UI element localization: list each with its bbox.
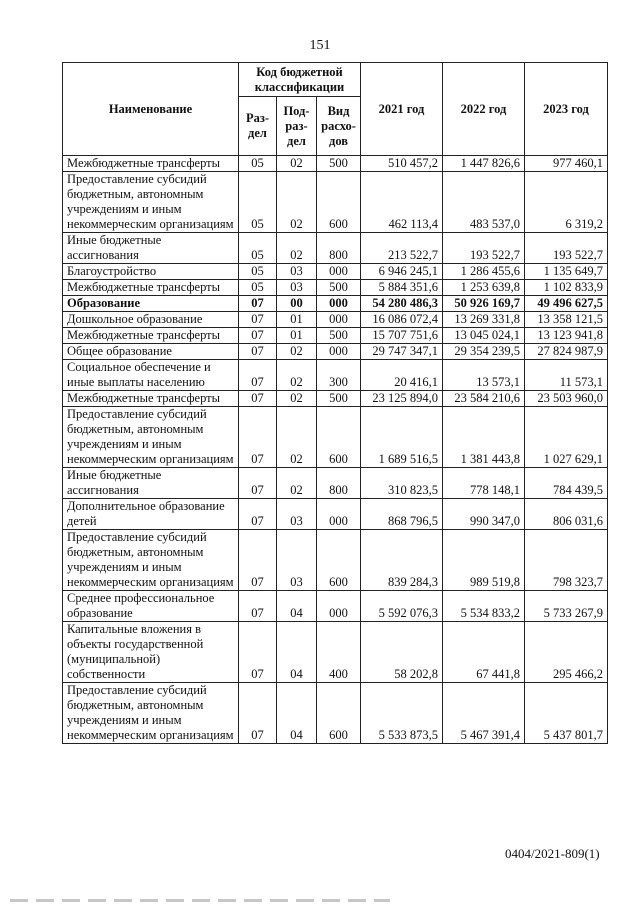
row-value-2021: 5 884 351,6 [361, 280, 443, 296]
row-expense-type: 000 [317, 344, 361, 360]
row-value-2022: 990 347,0 [443, 499, 525, 530]
row-value-2021: 868 796,5 [361, 499, 443, 530]
row-subsection: 02 [277, 233, 317, 264]
row-expense-type: 000 [317, 296, 361, 312]
row-section: 07 [239, 407, 277, 468]
row-value-2021: 510 457,2 [361, 156, 443, 172]
row-value-2023: 193 522,7 [525, 233, 608, 264]
row-subsection: 01 [277, 312, 317, 328]
row-section: 07 [239, 468, 277, 499]
row-section: 07 [239, 312, 277, 328]
row-subsection: 04 [277, 622, 317, 683]
row-value-2021: 58 202,8 [361, 622, 443, 683]
table-row [63, 280, 608, 296]
row-value-2023: 1 102 833,9 [525, 280, 608, 296]
table-row [63, 468, 608, 499]
row-section: 07 [239, 344, 277, 360]
row-value-2022: 193 522,7 [443, 233, 525, 264]
table-row [63, 622, 608, 683]
row-value-2022: 1 447 826,6 [443, 156, 525, 172]
row-value-2023: 295 466,2 [525, 622, 608, 683]
header-code-group: Код бюджетной классификации [239, 63, 361, 97]
row-name: Социальное обеспечение и иные выплаты населению [63, 360, 239, 391]
row-subsection: 03 [277, 264, 317, 280]
row-value-2021: 839 284,3 [361, 530, 443, 591]
table-body [63, 156, 608, 744]
row-name: Предоставление субсидий бюджетным, автономным учреждениям и иным некоммерческим организациям [63, 683, 239, 744]
row-value-2022: 1 381 443,8 [443, 407, 525, 468]
row-subsection: 02 [277, 468, 317, 499]
row-subsection: 03 [277, 280, 317, 296]
row-value-2022: 483 537,0 [443, 172, 525, 233]
table-row [63, 344, 608, 360]
row-expense-type: 800 [317, 468, 361, 499]
row-expense-type: 500 [317, 328, 361, 344]
row-section: 05 [239, 233, 277, 264]
row-value-2023: 798 323,7 [525, 530, 608, 591]
row-subsection: 02 [277, 407, 317, 468]
row-value-2021: 20 416,1 [361, 360, 443, 391]
row-value-2022: 5 534 833,2 [443, 591, 525, 622]
row-subsection: 02 [277, 344, 317, 360]
document-code: 0404/2021-809(1) [505, 846, 600, 861]
table-row [63, 312, 608, 328]
row-value-2021: 16 086 072,4 [361, 312, 443, 328]
row-expense-type: 300 [317, 360, 361, 391]
row-expense-type: 500 [317, 156, 361, 172]
row-subsection: 02 [277, 172, 317, 233]
row-value-2022: 1 253 639,8 [443, 280, 525, 296]
row-section: 05 [239, 172, 277, 233]
row-name: Дошкольное образование [63, 312, 239, 328]
row-name: Дополнительное образование детей [63, 499, 239, 530]
table-row [63, 683, 608, 744]
row-value-2023: 1 135 649,7 [525, 264, 608, 280]
row-subsection: 02 [277, 360, 317, 391]
row-expense-type: 500 [317, 391, 361, 407]
row-name: Иные бюджетные ассигнования [63, 468, 239, 499]
header-2021: 2021 год [361, 63, 443, 156]
row-value-2021: 213 522,7 [361, 233, 443, 264]
row-name: Межбюджетные трансферты [63, 328, 239, 344]
table-row [63, 407, 608, 468]
row-name: Иные бюджетные ассигнования [63, 233, 239, 264]
header-section: Раз- дел [239, 97, 277, 156]
table-row [63, 391, 608, 407]
scan-artifact [10, 899, 390, 902]
row-section: 07 [239, 360, 277, 391]
header-subsection: Под- раз- дел [277, 97, 317, 156]
row-value-2021: 462 113,4 [361, 172, 443, 233]
page-number: 151 [309, 38, 331, 53]
row-section: 07 [239, 530, 277, 591]
row-subsection: 04 [277, 683, 317, 744]
row-section: 07 [239, 328, 277, 344]
table-row [63, 156, 608, 172]
row-expense-type: 000 [317, 312, 361, 328]
row-expense-type: 000 [317, 499, 361, 530]
row-value-2022: 778 148,1 [443, 468, 525, 499]
row-value-2022: 13 269 331,8 [443, 312, 525, 328]
table-row [63, 530, 608, 591]
row-value-2023: 5 733 267,9 [525, 591, 608, 622]
row-value-2023: 13 123 941,8 [525, 328, 608, 344]
row-subsection: 04 [277, 591, 317, 622]
row-name: Образование [63, 296, 239, 312]
row-name: Среднее профессиональное образование [63, 591, 239, 622]
row-value-2021: 1 689 516,5 [361, 407, 443, 468]
row-value-2022: 50 926 169,7 [443, 296, 525, 312]
header-2023: 2023 год [525, 63, 608, 156]
table-row [63, 328, 608, 344]
row-name: Межбюджетные трансферты [63, 391, 239, 407]
row-expense-type: 600 [317, 407, 361, 468]
row-value-2021: 54 280 486,3 [361, 296, 443, 312]
row-subsection: 02 [277, 156, 317, 172]
row-value-2021: 6 946 245,1 [361, 264, 443, 280]
row-value-2021: 23 125 894,0 [361, 391, 443, 407]
row-value-2023: 977 460,1 [525, 156, 608, 172]
row-value-2023: 5 437 801,7 [525, 683, 608, 744]
row-value-2023: 27 824 987,9 [525, 344, 608, 360]
row-value-2022: 5 467 391,4 [443, 683, 525, 744]
header-name: Наименование [63, 63, 239, 156]
header-2022: 2022 год [443, 63, 525, 156]
table-row [63, 591, 608, 622]
table-row [63, 264, 608, 280]
row-subsection: 01 [277, 328, 317, 344]
row-value-2021: 5 592 076,3 [361, 591, 443, 622]
row-value-2021: 5 533 873,5 [361, 683, 443, 744]
row-value-2021: 29 747 347,1 [361, 344, 443, 360]
row-value-2022: 23 584 210,6 [443, 391, 525, 407]
row-value-2021: 310 823,5 [361, 468, 443, 499]
row-value-2022: 989 519,8 [443, 530, 525, 591]
row-value-2021: 15 707 751,6 [361, 328, 443, 344]
table-row [63, 499, 608, 530]
row-value-2023: 49 496 627,5 [525, 296, 608, 312]
table-row [63, 233, 608, 264]
row-value-2022: 1 286 455,6 [443, 264, 525, 280]
row-name: Капитальные вложения в объекты государственной (муниципальной) собственности [63, 622, 239, 683]
row-section: 07 [239, 622, 277, 683]
row-value-2022: 13 045 024,1 [443, 328, 525, 344]
row-value-2023: 13 358 121,5 [525, 312, 608, 328]
row-subsection: 02 [277, 391, 317, 407]
row-section: 05 [239, 156, 277, 172]
row-name: Предоставление субсидий бюджетным, автономным учреждениям и иным некоммерческим организациям [63, 172, 239, 233]
row-name: Предоставление субсидий бюджетным, автономным учреждениям и иным некоммерческим организациям [63, 407, 239, 468]
row-subsection: 03 [277, 499, 317, 530]
row-section: 07 [239, 499, 277, 530]
row-name: Межбюджетные трансферты [63, 280, 239, 296]
table-row [63, 296, 608, 312]
row-section: 07 [239, 683, 277, 744]
row-expense-type: 600 [317, 172, 361, 233]
row-value-2022: 13 573,1 [443, 360, 525, 391]
row-expense-type: 000 [317, 591, 361, 622]
row-value-2023: 1 027 629,1 [525, 407, 608, 468]
row-section: 05 [239, 264, 277, 280]
row-expense-type: 800 [317, 233, 361, 264]
row-section: 07 [239, 591, 277, 622]
row-expense-type: 600 [317, 683, 361, 744]
row-name: Благоустройство [63, 264, 239, 280]
row-expense-type: 000 [317, 264, 361, 280]
row-value-2022: 67 441,8 [443, 622, 525, 683]
row-expense-type: 600 [317, 530, 361, 591]
row-value-2023: 23 503 960,0 [525, 391, 608, 407]
row-subsection: 03 [277, 530, 317, 591]
row-value-2022: 29 354 239,5 [443, 344, 525, 360]
row-expense-type: 400 [317, 622, 361, 683]
row-name: Предоставление субсидий бюджетным, автономным учреждениям и иным некоммерческим организациям [63, 530, 239, 591]
table-row [63, 360, 608, 391]
row-value-2023: 784 439,5 [525, 468, 608, 499]
row-value-2023: 11 573,1 [525, 360, 608, 391]
row-expense-type: 500 [317, 280, 361, 296]
row-subsection: 00 [277, 296, 317, 312]
row-name: Межбюджетные трансферты [63, 156, 239, 172]
row-name: Общее образование [63, 344, 239, 360]
row-section: 07 [239, 296, 277, 312]
budget-table [62, 62, 608, 744]
row-value-2023: 6 319,2 [525, 172, 608, 233]
table-row [63, 172, 608, 233]
header-expense-type: Вид расхо- дов [317, 97, 361, 156]
row-value-2023: 806 031,6 [525, 499, 608, 530]
row-section: 05 [239, 280, 277, 296]
row-section: 07 [239, 391, 277, 407]
